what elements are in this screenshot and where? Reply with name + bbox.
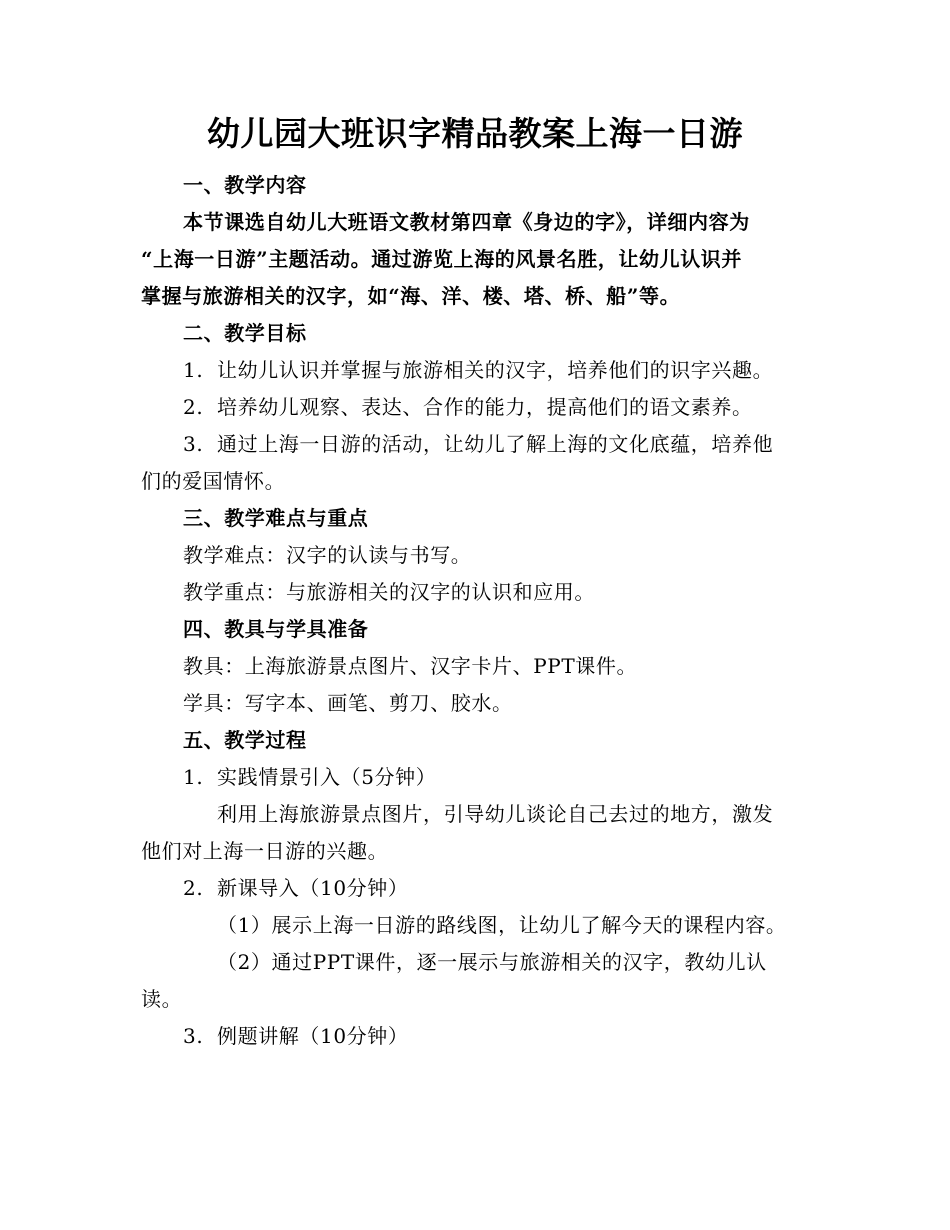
document-body [141, 167, 806, 1055]
goal-item [141, 389, 806, 426]
process-step [141, 1018, 806, 1055]
section-heading-difficulty: 三、教学难点与重点 [183, 506, 369, 530]
section-heading-content: 一、教学内容 [183, 173, 307, 197]
process-step [141, 759, 806, 796]
process-step-number: 2. [183, 876, 204, 900]
content-paragraph-line: 掌握与旅游相关的汉字，如“海、洋、楼、塔、桥、船”等。 [141, 284, 681, 308]
goal-item-number: 1. [183, 358, 204, 382]
difficulty-text: 教学难点：汉字的认读与书写。 [183, 543, 472, 567]
content-paragraph-line: 本节课选自幼儿大班语文教材第四章《身边的字》，详细内容为 [183, 210, 750, 234]
section-heading-materials: 四、教具与学具准备 [183, 617, 369, 641]
process-substep-continuation: 读。 [141, 987, 183, 1011]
goal-item-number: 2. [183, 395, 204, 419]
goal-item [141, 426, 806, 463]
goal-item [141, 352, 806, 389]
teacher-materials: 教具：上海旅游景点图片、汉字卡片、PPT课件。 [183, 654, 638, 678]
content-paragraph-line: “上海一日游”主题活动。通过游览上海的风景名胜，让幼儿认识并 [141, 247, 743, 271]
process-step [141, 870, 806, 907]
process-step-title: 实践情景引入（5分钟） [217, 765, 437, 789]
document-title: 幼儿园大班识字精品教案上海一日游 [207, 114, 743, 153]
key-point-text: 教学重点：与旅游相关的汉字的认识和应用。 [183, 580, 595, 604]
process-step-number: 1. [183, 765, 204, 789]
process-substep: （2）通过PPT课件，逐一展示与旅游相关的汉字，教幼儿认 [217, 950, 767, 974]
process-step-title: 例题讲解（10分钟） [217, 1024, 409, 1048]
goal-item-text: 让幼儿认识并掌握与旅游相关的汉字，培养他们的识字兴趣。 [217, 358, 774, 382]
goal-item-number: 3. [183, 432, 204, 456]
process-substep: （1）展示上海一日游的路线图，让幼儿了解今天的课程内容。 [217, 913, 787, 937]
goal-item-text: 培养幼儿观察、表达、合作的能力，提高他们的语文素养。 [217, 395, 753, 419]
section-heading-goals: 二、教学目标 [183, 321, 307, 345]
goal-item-text: 通过上海一日游的活动，让幼儿了解上海的文化底蕴，培养他 [217, 432, 774, 456]
process-step-number: 3. [183, 1024, 204, 1048]
process-step-paragraph-line: 他们对上海一日游的兴趣。 [141, 839, 389, 863]
process-step-paragraph-line: 利用上海旅游景点图片，引导幼儿谈论自己去过的地方，激发 [217, 802, 774, 826]
student-materials: 学具：写字本、画笔、剪刀、胶水。 [183, 691, 513, 715]
section-heading-process: 五、教学过程 [183, 728, 307, 752]
process-step-title: 新课导入（10分钟） [217, 876, 409, 900]
goal-item-continuation: 们的爱国情怀。 [141, 469, 286, 493]
